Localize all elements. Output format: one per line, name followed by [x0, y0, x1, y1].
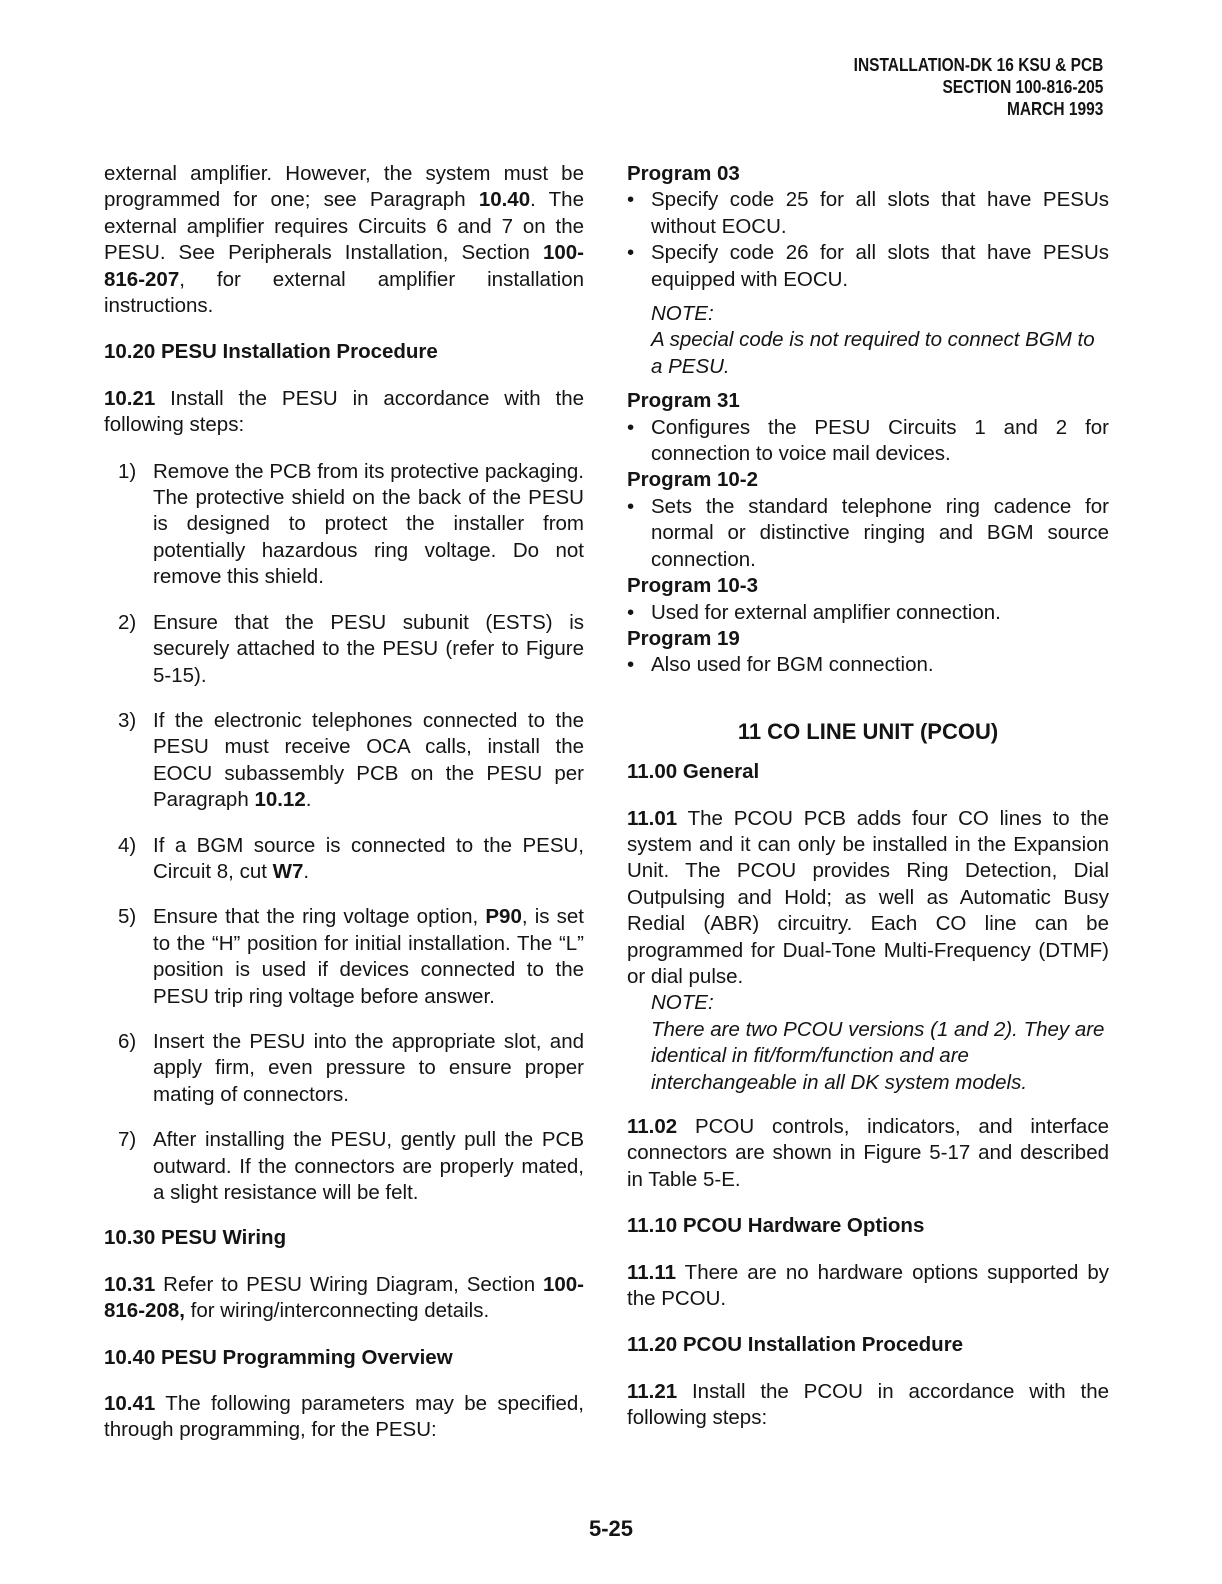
list-item — [104, 1127, 584, 1206]
para-text: Install the PCOU in accordance with the following steps: — [627, 1379, 1109, 1430]
intro-text-3: , for external amplifier installation instructions. — [104, 267, 584, 318]
intro-ref-1: 10.40 — [478, 188, 531, 212]
para-11-11 — [627, 1260, 1109, 1313]
step-text: Insert the PESU into the appropriate slot, and apply firm, even pressure to ensure proper mating of connectors. — [153, 1029, 584, 1106]
para-number: 11.01 — [627, 806, 678, 830]
step-ref: W7 — [272, 859, 304, 883]
note-1 — [651, 301, 1109, 380]
step-tail: . — [305, 788, 312, 812]
para-10-41 — [104, 1391, 584, 1444]
install-steps — [104, 459, 584, 1207]
para-number: 10.31 — [104, 1272, 156, 1296]
step-ref: P90 — [485, 905, 522, 929]
program-10-2-list — [627, 494, 1109, 573]
step-number: 1) — [118, 459, 137, 483]
step-number: 2) — [118, 610, 137, 634]
para-number: 11.02 — [627, 1115, 678, 1138]
para-text: PCOU controls, indicators, and interface connectors are shown in Figure 5-17 and described in Table 5-E. — [627, 1115, 1109, 1191]
para-10-31 — [104, 1272, 584, 1325]
header-section: SECTION 100-816-205 — [942, 77, 1103, 97]
step-number: 5) — [118, 905, 137, 929]
heading-11-20: 11.20 PCOU Installation Procedure — [627, 1333, 964, 1357]
para-text-tail: for wiring/interconnecting details. — [184, 1299, 490, 1323]
program-10-3-list — [627, 600, 1109, 626]
list-item — [104, 708, 584, 814]
intro-text-2: . The external amplifier requires Circuits 6 and 7 on the PESU. See Peripherals Installation, Section — [104, 188, 584, 265]
para-10-21 — [104, 386, 584, 439]
step-text: If the electronic telephones connected to the PESU must receive OCA calls, install the EOCU subassembly PCB on the PESU per Paragraph — [153, 708, 584, 812]
step-number: 3) — [118, 708, 137, 732]
intro-paragraph — [104, 161, 584, 319]
header-date: MARCH 1993 — [1006, 99, 1103, 119]
para-number: 10.41 — [104, 1392, 156, 1416]
list-item — [104, 833, 584, 886]
program-31-list — [627, 415, 1109, 468]
para-11-01 — [627, 806, 1109, 991]
step-text: Ensure that the ring voltage option, — [153, 905, 486, 929]
step-number: 4) — [118, 833, 137, 857]
program-19-heading: Program 19 — [627, 626, 740, 650]
para-11-02 — [627, 1114, 1109, 1193]
para-number: 10.21 — [104, 386, 156, 410]
list-item — [104, 610, 584, 689]
para-text: There are no hardware options supported by the PCOU. — [627, 1260, 1109, 1311]
para-text: The following parameters may be specified, through programming, for the PESU: — [104, 1392, 584, 1442]
step-text: Remove the PCB from its protective packaging. The protective shield on the back of the PESU is designed to protect the installer from potentially hazardous ring voltage. Do not remove this shield. — [153, 459, 584, 589]
program-10-2-heading: Program 10-2 — [627, 468, 759, 492]
note-label: NOTE: — [651, 302, 714, 326]
heading-10-20: 10.20 PESU Installation Procedure — [104, 340, 438, 364]
list-item: • Used for external amplifier connection. — [627, 600, 1109, 626]
note-2 — [651, 990, 1109, 1096]
para-number: 11.21 — [627, 1379, 678, 1403]
step-number: 7) — [118, 1128, 137, 1152]
para-text: The PCOU PCB adds four CO lines to the system and it can only be installed in the Expansion Unit. The PCOU provides Ring Detection, Dial Outpulsing and Hold; as well as Automatic Busy Redial (ABR) circuitry. Each CO line can be programmed for Dual-Tone Multi-Frequency (DTMF) or dial pulse. — [627, 806, 1109, 988]
step-text: After installing the PESU, gently pull the PCB outward. If the connectors are properly mated, a slight resistance will be felt. — [153, 1128, 584, 1204]
heading-10-30: 10.30 PESU Wiring — [104, 1226, 287, 1250]
program-10-3-heading: Program 10-3 — [627, 574, 759, 598]
list-item: • Specify code 26 for all slots that have PESUs equipped with EOCU. — [627, 240, 1109, 293]
list-item: • Configures the PESU Circuits 1 and 2 for connection to voice mail devices. — [627, 415, 1109, 468]
heading-11-00: 11.00 General — [627, 760, 760, 784]
para-ref: 100-816-208, — [104, 1272, 584, 1323]
para-text: Install the PESU in accordance with the following steps: — [104, 386, 584, 437]
step-text: If a BGM source is connected to the PESU, Circuit 8, cut — [153, 833, 584, 883]
list-item — [104, 459, 584, 591]
note-text: There are two PCOU versions (1 and 2). They are identical in fit/form/function and are interchangeable in all DK system models. — [651, 1017, 1105, 1094]
step-tail: , is set to the “H” position for initial installation. The “L” position is used if devices connected to the PESU trip ring voltage before answer. — [153, 905, 584, 1008]
step-text: Ensure that the PESU subunit (ESTS) is securely attached to the PESU (refer to Figure 5-15). — [153, 610, 584, 687]
left-column — [104, 161, 584, 1444]
list-item: • Sets the standard telephone ring cadence for normal or distinctive ringing and BGM source connection. — [627, 494, 1109, 573]
section-11-title: 11 CO LINE UNIT (PCOU) — [737, 718, 999, 744]
step-number: 6) — [118, 1029, 137, 1053]
heading-11-10: 11.10 PCOU Hardware Options — [627, 1214, 925, 1238]
intro-text-1: external amplifier. However, the system must be programmed for one; see Paragraph — [104, 162, 584, 212]
program-19-list — [627, 652, 1109, 678]
list-item: • Specify code 25 for all slots that have PESUs without EOCU. — [627, 187, 1109, 240]
page-header — [853, 54, 1103, 120]
para-number: 11.11 — [627, 1260, 677, 1284]
intro-ref-2: 100-816-207 — [104, 241, 584, 291]
para-11-21 — [627, 1379, 1109, 1432]
step-tail: . — [303, 859, 310, 883]
note-label: NOTE: — [651, 991, 714, 1015]
page-number: 5-25 — [588, 1516, 634, 1541]
right-column — [627, 161, 1109, 1432]
para-text: Refer to PESU Wiring Diagram, Section — [155, 1272, 543, 1296]
program-03-list — [627, 187, 1109, 293]
heading-10-40: 10.40 PESU Programming Overview — [104, 1345, 453, 1369]
list-item — [104, 904, 584, 1010]
step-ref: 10.12 — [254, 788, 306, 812]
list-item: • Also used for BGM connection. — [627, 652, 1109, 678]
program-31-heading: Program 31 — [627, 389, 740, 413]
note-text: A special code is not required to connect BGM to a PESU. — [651, 328, 1095, 378]
program-03-heading: Program 03 — [627, 162, 740, 185]
list-item — [104, 1029, 584, 1108]
header-title: INSTALLATION-DK 16 KSU & PCB — [853, 55, 1103, 75]
